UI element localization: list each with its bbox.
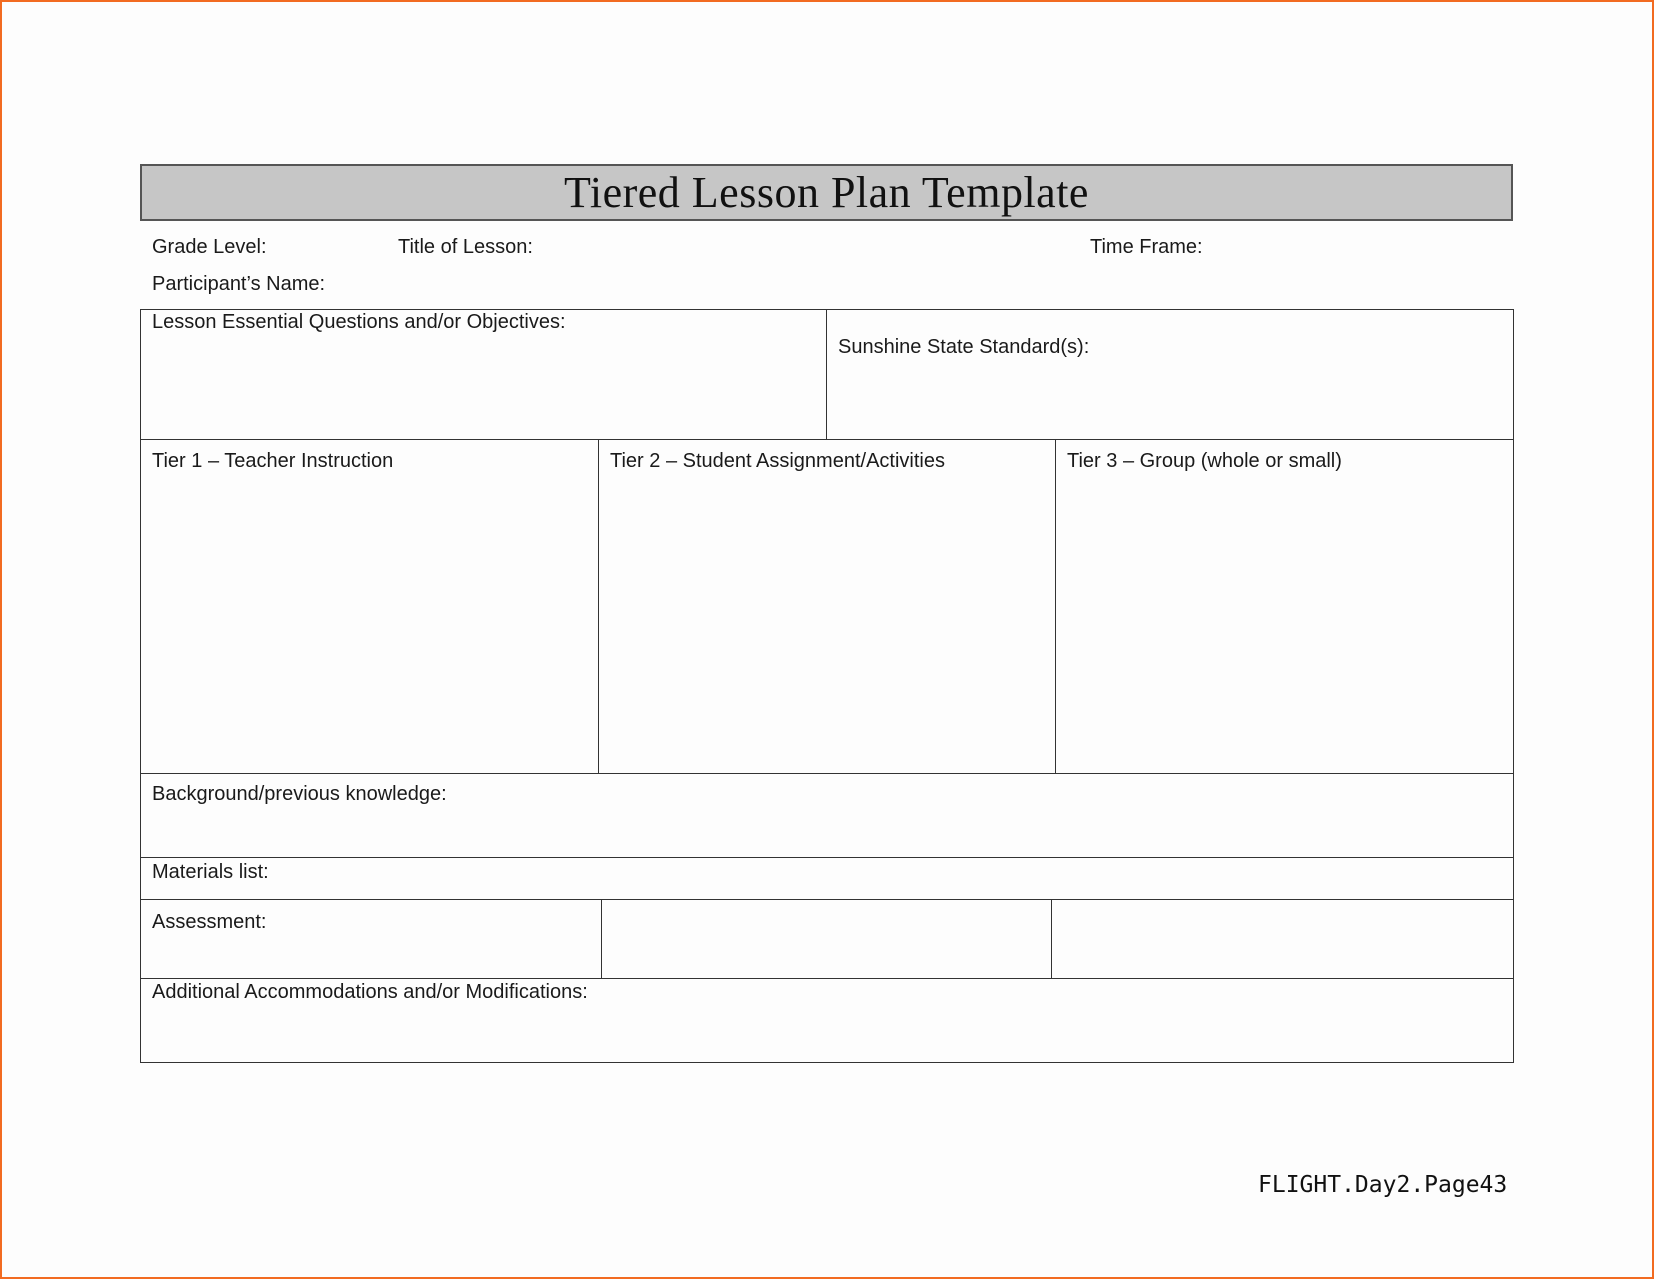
title-of-lesson-label: Title of Lesson: [398, 236, 533, 258]
rule-row2-top [140, 439, 1514, 440]
divider-row1 [826, 309, 827, 440]
time-frame-label: Time Frame: [1090, 236, 1203, 258]
divider-assessment-2 [1051, 899, 1052, 979]
essential-questions-label: Lesson Essential Questions and/or Objectives: [152, 311, 566, 333]
rule-row6-top [140, 978, 1514, 979]
divider-assessment-1 [601, 899, 602, 979]
lesson-plan-grid [140, 309, 1514, 1063]
divider-tier1-tier2 [598, 439, 599, 774]
assessment-label: Assessment: [152, 911, 267, 933]
page-footer: FLIGHT.Day2.Page43 [1258, 1172, 1508, 1198]
rule-row5-top [140, 899, 1514, 900]
rule-row4-top [140, 857, 1514, 858]
title-bar [140, 164, 1513, 221]
tier2-label: Tier 2 – Student Assignment/Activities [610, 450, 945, 472]
grade-level-label: Grade Level: [152, 236, 267, 258]
tier1-label: Tier 1 – Teacher Instruction [152, 450, 394, 472]
participant-name-label: Participant’s Name: [152, 273, 326, 295]
page-title: Tiered Lesson Plan Template [564, 168, 1089, 217]
rule-row3-top [140, 773, 1514, 774]
materials-label: Materials list: [152, 861, 269, 883]
state-standards-label: Sunshine State Standard(s): [838, 336, 1090, 358]
accommodations-label: Additional Accommodations and/or Modifications: [152, 981, 588, 1003]
tier3-label: Tier 3 – Group (whole or small) [1067, 450, 1342, 472]
background-label: Background/previous knowledge: [152, 783, 447, 805]
divider-tier2-tier3 [1055, 439, 1056, 774]
